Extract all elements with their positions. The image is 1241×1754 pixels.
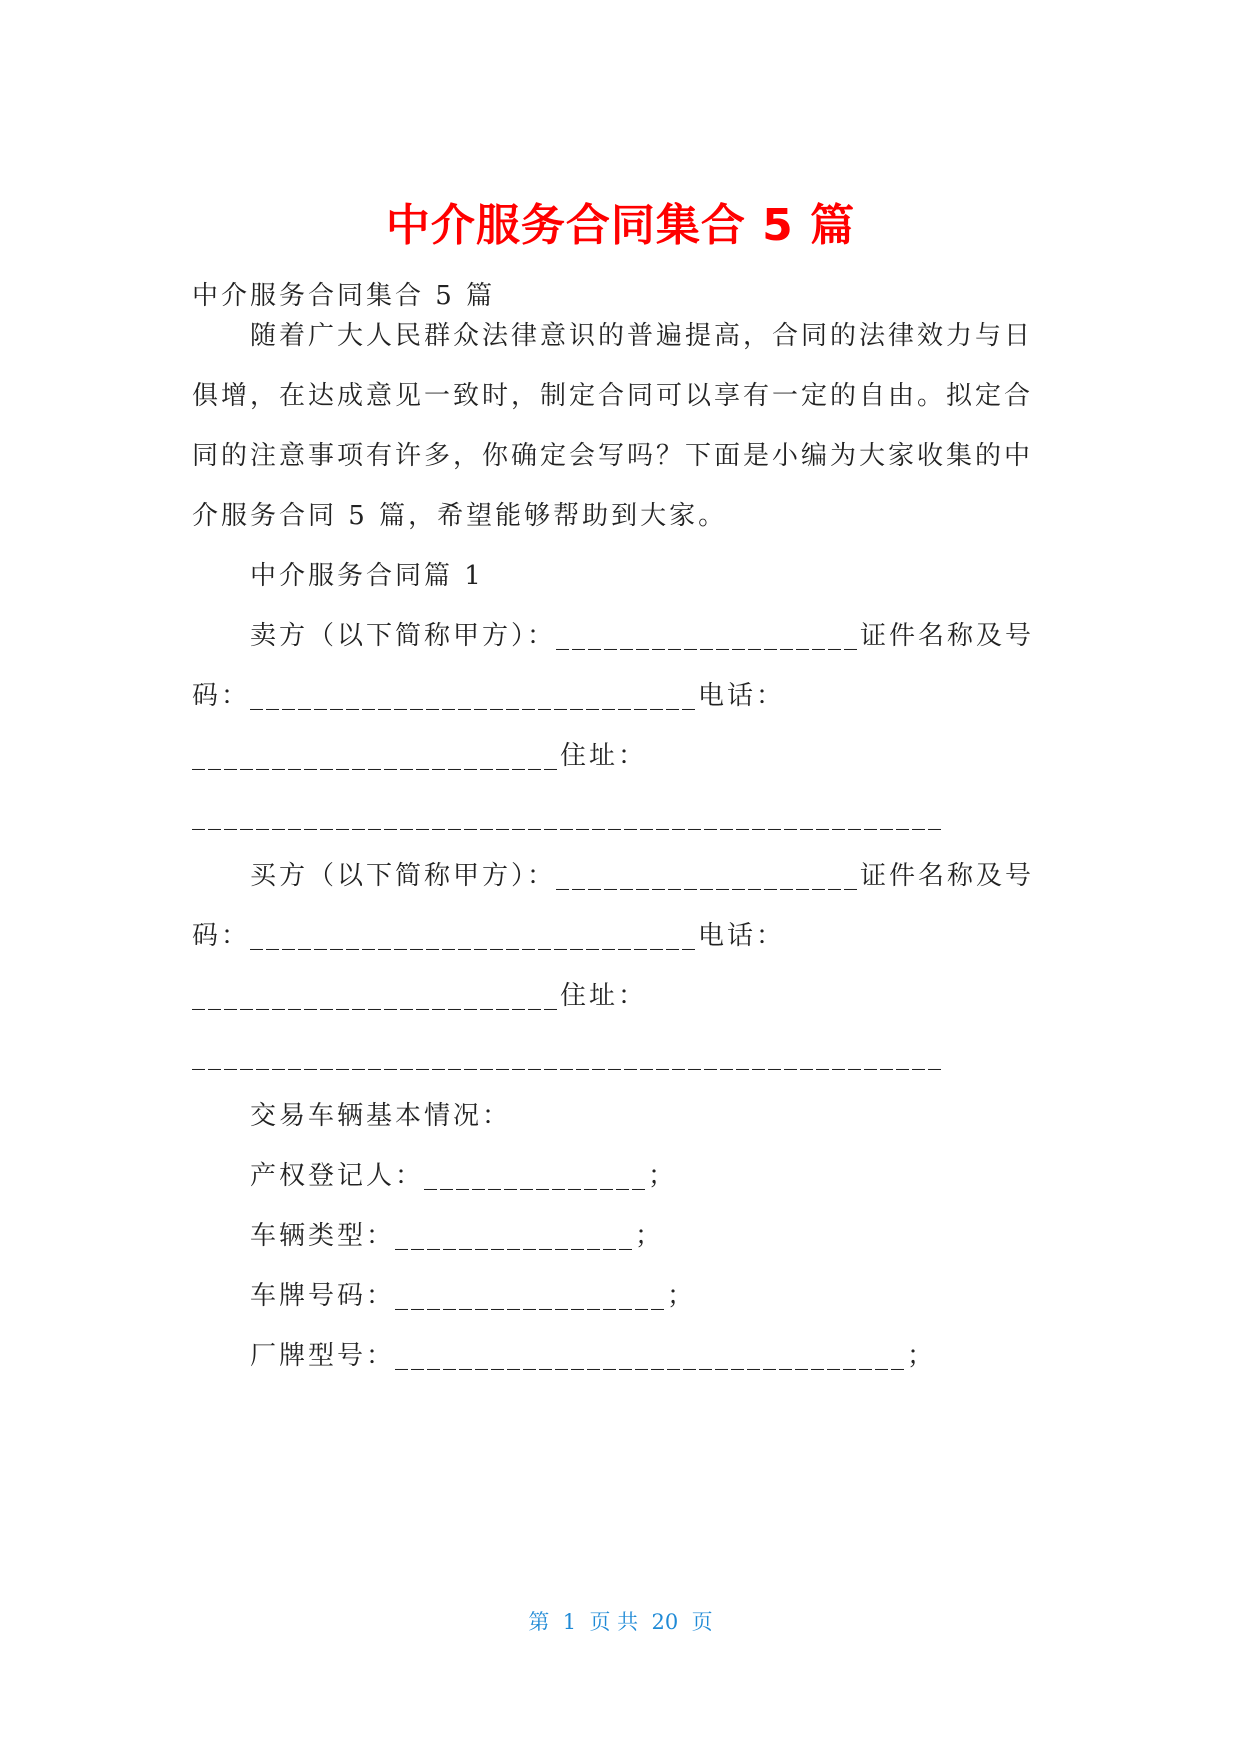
section-heading: 中介服务合同篇 1 [250,561,484,591]
buyer-address-line: _______________________住址： [192,981,648,1011]
paragraph-line: 介服务合同 5 篇，希望能够帮助到大家。 [192,501,728,531]
seller-line: 卖方（以下简称甲方）：___________________证件名称及号 [250,621,1035,651]
seller-id-phone-line: 码：____________________________电话： [192,681,786,711]
paragraph-line: 随着广大人民群众法律意识的普遍提高，合同的法律效力与日 [250,321,1034,351]
seller-blank-line: _______________________________________________ [192,801,944,831]
buyer-blank-line: _______________________________________________ [192,1041,944,1071]
document-title: 中介服务合同集合 5 篇 [385,200,856,251]
owner-field-line: 产权登记人：______________； [250,1161,678,1191]
brand-model-line: 厂牌型号：________________________________； [250,1341,937,1371]
vehicle-type-line: 车辆类型：_______________； [250,1221,665,1251]
buyer-line: 买方（以下简称甲方）：___________________证件名称及号 [250,861,1035,891]
plate-number-line: 车牌号码：_________________； [250,1281,697,1311]
subtitle-line: 中介服务合同集合 5 篇 [192,281,496,311]
buyer-id-phone-line: 码：____________________________电话： [192,921,786,951]
paragraph-line: 同的注意事项有许多，你确定会写吗？下面是小编为大家收集的中 [192,441,1034,471]
seller-address-line: _______________________住址： [192,741,648,771]
paragraph-line: 俱增，在达成意见一致时，制定合同可以享有一定的自由。拟定合 [192,381,1034,411]
page-footer: 第 1 页 共 20 页 [528,1610,713,1634]
vehicle-info-heading: 交易车辆基本情况： [250,1101,512,1131]
